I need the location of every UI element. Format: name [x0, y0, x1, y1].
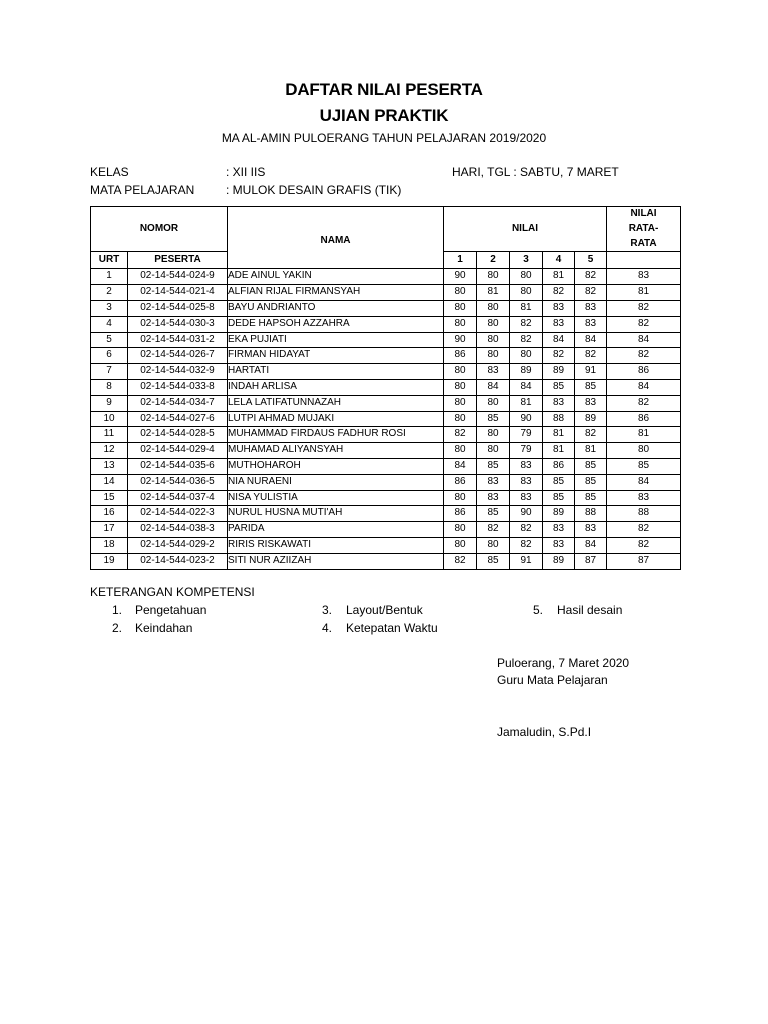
cell-nama: NIA NURAENI [228, 474, 444, 490]
header-nilai-rata-rata [607, 207, 681, 252]
cell-rata-rata: 88 [607, 506, 681, 522]
cell-nilai-4: 89 [543, 364, 575, 380]
cell-nilai-1: 80 [444, 443, 477, 459]
cell-nilai-5: 85 [575, 458, 607, 474]
header-rata-empty [607, 252, 681, 269]
cell-nilai-4: 85 [543, 474, 575, 490]
header-n5: 5 [575, 252, 607, 269]
cell-nilai-5: 83 [575, 300, 607, 316]
cell-peserta: 02-14-544-038-3 [128, 522, 228, 538]
header-rata-line1: NILAI [630, 208, 657, 219]
cell-rata-rata: 86 [607, 411, 681, 427]
table-row [91, 537, 681, 553]
cell-nilai-2: 80 [477, 316, 510, 332]
cell-nama: SITI NUR AZIIZAH [228, 553, 444, 569]
cell-urt: 17 [91, 522, 128, 538]
cell-peserta: 02-14-544-026-7 [128, 348, 228, 364]
cell-urt: 3 [91, 300, 128, 316]
document-title-line2: UJIAN PRAKTIK [319, 106, 449, 125]
cell-nilai-4: 83 [543, 316, 575, 332]
cell-urt: 5 [91, 332, 128, 348]
cell-peserta: 02-14-544-036-5 [128, 474, 228, 490]
table-row [91, 332, 681, 348]
legend-item-2: Keindahan [135, 621, 193, 635]
cell-nama: ADE AINUL YAKIN [228, 269, 444, 285]
cell-nilai-3: 80 [510, 285, 543, 301]
table-row [91, 474, 681, 490]
cell-nilai-1: 90 [444, 269, 477, 285]
cell-rata-rata: 82 [607, 522, 681, 538]
legend-item-1: Pengetahuan [135, 603, 207, 617]
cell-nilai-5: 85 [575, 490, 607, 506]
cell-nilai-4: 83 [543, 395, 575, 411]
cell-peserta: 02-14-544-023-2 [128, 553, 228, 569]
cell-nilai-3: 79 [510, 427, 543, 443]
cell-peserta: 02-14-544-034-7 [128, 395, 228, 411]
cell-nilai-3: 90 [510, 411, 543, 427]
table-row [91, 443, 681, 459]
cell-nilai-1: 84 [444, 458, 477, 474]
cell-rata-rata: 82 [607, 300, 681, 316]
cell-nilai-1: 80 [444, 364, 477, 380]
cell-nilai-5: 83 [575, 316, 607, 332]
cell-nama: MUTHOHAROH [228, 458, 444, 474]
cell-nilai-5: 82 [575, 348, 607, 364]
cell-nama: NURUL HUSNA MUTI'AH [228, 506, 444, 522]
cell-rata-rata: 82 [607, 348, 681, 364]
cell-rata-rata: 83 [607, 490, 681, 506]
cell-nilai-4: 82 [543, 348, 575, 364]
cell-nilai-5: 84 [575, 332, 607, 348]
cell-nilai-3: 80 [510, 348, 543, 364]
cell-nilai-3: 81 [510, 300, 543, 316]
cell-urt: 4 [91, 316, 128, 332]
cell-nilai-3: 91 [510, 553, 543, 569]
cell-nilai-2: 81 [477, 285, 510, 301]
cell-nilai-4: 88 [543, 411, 575, 427]
table-row [91, 364, 681, 380]
cell-nilai-2: 80 [477, 300, 510, 316]
signature-role: Guru Mata Pelajaran [497, 673, 608, 687]
cell-nilai-2: 83 [477, 490, 510, 506]
legend-no-4: 4. [322, 621, 333, 635]
cell-urt: 1 [91, 269, 128, 285]
cell-nilai-1: 90 [444, 332, 477, 348]
cell-rata-rata: 86 [607, 364, 681, 380]
cell-peserta: 02-14-544-031-2 [128, 332, 228, 348]
header-rata-line2: RATA- [628, 222, 659, 234]
header-nama: NAMA [228, 207, 444, 269]
cell-nama: BAYU ANDRIANTO [228, 300, 444, 316]
cell-nilai-4: 89 [543, 506, 575, 522]
cell-nilai-1: 82 [444, 553, 477, 569]
cell-nilai-1: 80 [444, 285, 477, 301]
cell-nilai-3: 83 [510, 458, 543, 474]
header-n1: 1 [444, 252, 477, 269]
cell-nilai-2: 80 [477, 269, 510, 285]
table-row [91, 553, 681, 569]
cell-nilai-1: 80 [444, 300, 477, 316]
cell-nilai-2: 85 [477, 506, 510, 522]
cell-nilai-2: 80 [477, 348, 510, 364]
cell-nilai-3: 81 [510, 395, 543, 411]
cell-nilai-2: 80 [477, 443, 510, 459]
header-rata-line3: RATA [630, 237, 657, 249]
cell-nilai-4: 83 [543, 300, 575, 316]
table-row [91, 316, 681, 332]
cell-nilai-5: 83 [575, 395, 607, 411]
cell-nilai-2: 80 [477, 427, 510, 443]
cell-urt: 15 [91, 490, 128, 506]
cell-nilai-3: 84 [510, 379, 543, 395]
cell-nilai-3: 83 [510, 490, 543, 506]
cell-nilai-1: 80 [444, 522, 477, 538]
cell-nama: DEDE HAPSOH AZZAHRA [228, 316, 444, 332]
cell-peserta: 02-14-544-035-6 [128, 458, 228, 474]
table-row [91, 427, 681, 443]
cell-nama: FIRMAN HIDAYAT [228, 348, 444, 364]
cell-nilai-1: 80 [444, 537, 477, 553]
cell-rata-rata: 82 [607, 395, 681, 411]
table-row [91, 490, 681, 506]
cell-peserta: 02-14-544-024-9 [128, 269, 228, 285]
table-row [91, 395, 681, 411]
cell-nilai-3: 83 [510, 474, 543, 490]
cell-nama: MUHAMAD ALIYANSYAH [228, 443, 444, 459]
cell-nilai-2: 84 [477, 379, 510, 395]
cell-nilai-3: 80 [510, 269, 543, 285]
cell-urt: 8 [91, 379, 128, 395]
cell-nama: EKA PUJIATI [228, 332, 444, 348]
cell-nilai-4: 81 [543, 427, 575, 443]
cell-peserta: 02-14-544-025-8 [128, 300, 228, 316]
cell-peserta: 02-14-544-022-3 [128, 506, 228, 522]
cell-urt: 18 [91, 537, 128, 553]
cell-nilai-5: 85 [575, 379, 607, 395]
cell-rata-rata: 83 [607, 269, 681, 285]
legend-no-2: 2. [112, 621, 123, 635]
cell-nilai-3: 90 [510, 506, 543, 522]
cell-rata-rata: 82 [607, 316, 681, 332]
cell-nilai-4: 85 [543, 379, 575, 395]
legend-item-3: Layout/Bentuk [346, 603, 423, 617]
cell-nilai-4: 82 [543, 285, 575, 301]
cell-nilai-2: 80 [477, 332, 510, 348]
cell-nilai-3: 89 [510, 364, 543, 380]
cell-nama: NISA YULISTIA [228, 490, 444, 506]
document-title-line1: DAFTAR NILAI PESERTA [285, 80, 483, 99]
cell-rata-rata: 80 [607, 443, 681, 459]
header-n4: 4 [543, 252, 575, 269]
cell-nama: ALFIAN RIJAL FIRMANSYAH [228, 285, 444, 301]
header-urt: URT [91, 252, 128, 269]
cell-nilai-4: 83 [543, 537, 575, 553]
table-row [91, 269, 681, 285]
table-row [91, 379, 681, 395]
cell-rata-rata: 85 [607, 458, 681, 474]
legend-item-5: Hasil desain [557, 603, 623, 617]
cell-nilai-1: 80 [444, 316, 477, 332]
cell-nama: RIRIS RISKAWATI [228, 537, 444, 553]
cell-rata-rata: 87 [607, 553, 681, 569]
cell-nilai-1: 80 [444, 395, 477, 411]
cell-nilai-4: 81 [543, 269, 575, 285]
legend-no-1: 1. [112, 603, 123, 617]
cell-nama: LELA LATIFATUNNAZAH [228, 395, 444, 411]
cell-nilai-5: 91 [575, 364, 607, 380]
cell-nilai-5: 84 [575, 537, 607, 553]
header-n3: 3 [510, 252, 543, 269]
table-row [91, 522, 681, 538]
signature-name: Jamaludin, S.Pd.I [497, 725, 592, 739]
cell-urt: 6 [91, 348, 128, 364]
cell-urt: 12 [91, 443, 128, 459]
cell-peserta: 02-14-544-037-4 [128, 490, 228, 506]
cell-nama: PARIDA [228, 522, 444, 538]
cell-nilai-5: 89 [575, 411, 607, 427]
legend-no-5: 5. [533, 603, 544, 617]
cell-nilai-1: 86 [444, 474, 477, 490]
legend-item-4: Ketepatan Waktu [346, 621, 438, 635]
cell-peserta: 02-14-544-033-8 [128, 379, 228, 395]
cell-nilai-5: 82 [575, 269, 607, 285]
cell-nilai-4: 85 [543, 490, 575, 506]
header-peserta: PESERTA [128, 252, 228, 269]
cell-nilai-5: 83 [575, 522, 607, 538]
cell-nilai-1: 86 [444, 348, 477, 364]
kelas-value: : XII IIS [226, 165, 266, 179]
cell-rata-rata: 82 [607, 537, 681, 553]
cell-nilai-2: 85 [477, 458, 510, 474]
cell-nilai-5: 85 [575, 474, 607, 490]
cell-urt: 9 [91, 395, 128, 411]
cell-nama: HARTATI [228, 364, 444, 380]
cell-rata-rata: 84 [607, 332, 681, 348]
cell-nilai-3: 82 [510, 316, 543, 332]
grade-table-body [91, 269, 681, 569]
cell-nilai-5: 81 [575, 443, 607, 459]
cell-urt: 14 [91, 474, 128, 490]
table-row [91, 300, 681, 316]
cell-nilai-2: 83 [477, 474, 510, 490]
cell-nama: MUHAMMAD FIRDAUS FADHUR ROSI [228, 427, 444, 443]
cell-urt: 10 [91, 411, 128, 427]
cell-nilai-5: 82 [575, 285, 607, 301]
cell-rata-rata: 84 [607, 379, 681, 395]
cell-urt: 19 [91, 553, 128, 569]
cell-nama: INDAH ARLISA [228, 379, 444, 395]
cell-urt: 13 [91, 458, 128, 474]
mapel-label: MATA PELAJARAN [90, 183, 195, 197]
cell-urt: 11 [91, 427, 128, 443]
cell-rata-rata: 84 [607, 474, 681, 490]
cell-nilai-5: 82 [575, 427, 607, 443]
cell-nilai-1: 80 [444, 379, 477, 395]
cell-nilai-3: 82 [510, 537, 543, 553]
table-row [91, 506, 681, 522]
cell-rata-rata: 81 [607, 285, 681, 301]
legend-title: KETERANGAN KOMPETENSI [90, 585, 255, 599]
legend-no-3: 3. [322, 603, 333, 617]
cell-nilai-4: 84 [543, 332, 575, 348]
cell-peserta: 02-14-544-028-5 [128, 427, 228, 443]
kelas-label: KELAS [90, 165, 129, 179]
table-row [91, 458, 681, 474]
header-n2: 2 [477, 252, 510, 269]
cell-nama: LUTPI AHMAD MUJAKI [228, 411, 444, 427]
signature-place-date: Puloerang, 7 Maret 2020 [497, 656, 630, 670]
grade-table [90, 206, 681, 570]
cell-nilai-2: 82 [477, 522, 510, 538]
document-subtitle: MA AL-AMIN PULOERANG TAHUN PELAJARAN 2019/2020 [221, 131, 547, 145]
cell-peserta: 02-14-544-027-6 [128, 411, 228, 427]
cell-nilai-4: 86 [543, 458, 575, 474]
cell-nilai-5: 88 [575, 506, 607, 522]
cell-nilai-1: 80 [444, 490, 477, 506]
header-nilai: NILAI [444, 207, 607, 252]
cell-nilai-4: 89 [543, 553, 575, 569]
cell-urt: 16 [91, 506, 128, 522]
cell-nilai-2: 83 [477, 364, 510, 380]
cell-nilai-1: 82 [444, 427, 477, 443]
hari-tanggal: HARI, TGL : SABTU, 7 MARET [452, 165, 619, 179]
cell-nilai-3: 82 [510, 332, 543, 348]
mapel-value: : MULOK DESAIN GRAFIS (TIK) [226, 183, 402, 197]
cell-peserta: 02-14-544-032-9 [128, 364, 228, 380]
cell-peserta: 02-14-544-021-4 [128, 285, 228, 301]
cell-nilai-2: 85 [477, 553, 510, 569]
cell-peserta: 02-14-544-029-2 [128, 537, 228, 553]
cell-nilai-2: 85 [477, 411, 510, 427]
cell-nilai-5: 87 [575, 553, 607, 569]
table-row [91, 411, 681, 427]
cell-nilai-2: 80 [477, 395, 510, 411]
cell-nilai-1: 80 [444, 411, 477, 427]
cell-peserta: 02-14-544-029-4 [128, 443, 228, 459]
cell-nilai-2: 80 [477, 537, 510, 553]
table-row [91, 348, 681, 364]
cell-urt: 7 [91, 364, 128, 380]
cell-rata-rata: 81 [607, 427, 681, 443]
cell-nilai-3: 82 [510, 522, 543, 538]
cell-nilai-4: 81 [543, 443, 575, 459]
header-nomor: NOMOR [91, 207, 228, 252]
table-row [91, 285, 681, 301]
cell-peserta: 02-14-544-030-3 [128, 316, 228, 332]
cell-urt: 2 [91, 285, 128, 301]
cell-nilai-4: 83 [543, 522, 575, 538]
cell-nilai-1: 86 [444, 506, 477, 522]
cell-nilai-3: 79 [510, 443, 543, 459]
